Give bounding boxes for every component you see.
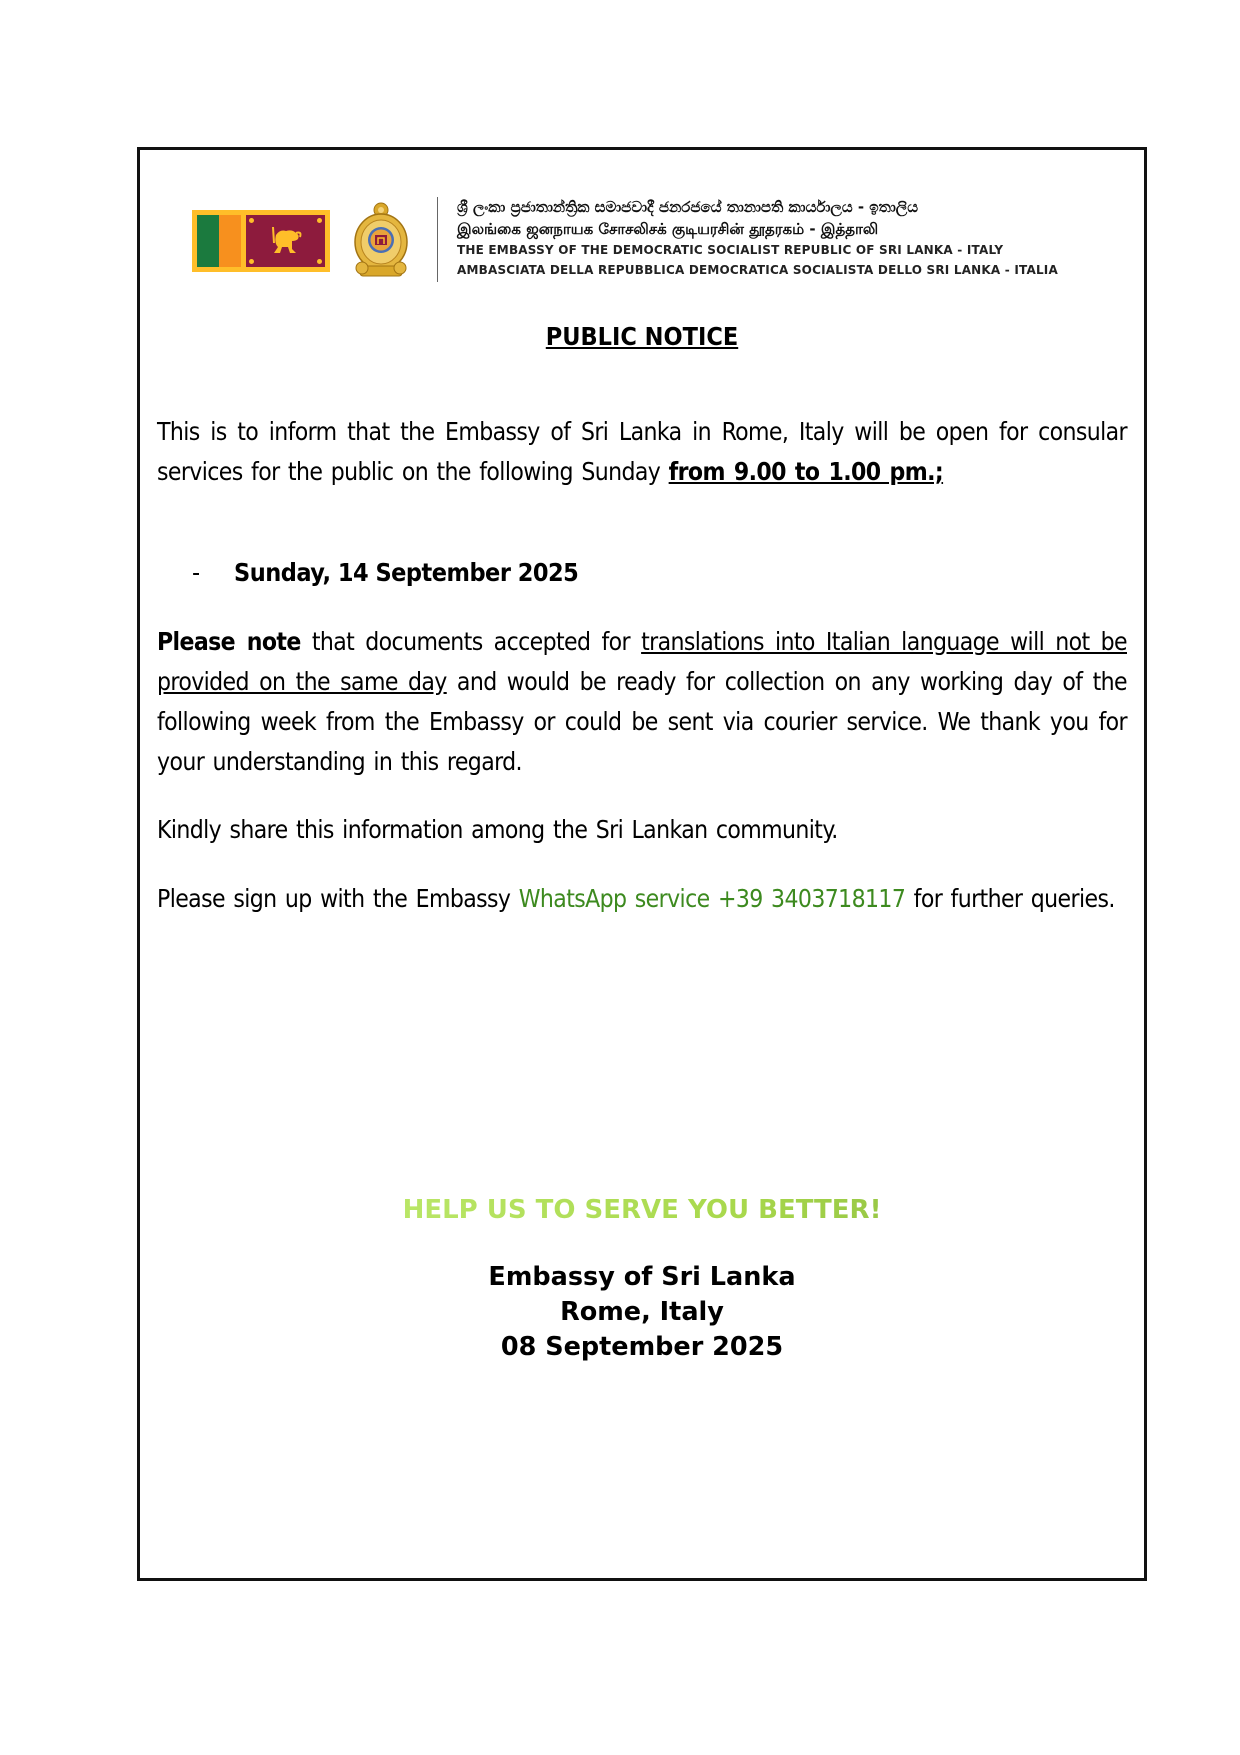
flag-leaf xyxy=(249,259,254,264)
letterhead xyxy=(192,172,1112,277)
sri-lanka-flag-icon xyxy=(192,210,330,272)
whatsapp-text-b: for further queries. xyxy=(905,884,1115,913)
lion-icon xyxy=(266,223,306,259)
note-underlined: translations into Italian language will not be provided on the same day xyxy=(157,627,1127,696)
notice-frame xyxy=(137,147,1147,1581)
header-english: THE EMBASSY OF THE DEMOCRATIC SOCIALIST REPUBLIC OF SRI LANKA - ITALY xyxy=(457,243,1004,257)
flag-lion-panel xyxy=(246,215,325,267)
whatsapp-text-a: Please sign up with the Embassy xyxy=(157,884,519,913)
bullet-dash: - xyxy=(192,558,200,587)
note-text-a: that documents accepted for xyxy=(300,627,642,656)
note-text-b: and would be ready for collection on any working day of the following week from the Embassy or could be sent via courier service. We thank you for your understanding in this regard. xyxy=(157,667,1127,776)
help-banner: HELP US TO SERVE YOU BETTER! xyxy=(157,1195,1127,1225)
please-note-label: Please note xyxy=(157,627,301,656)
opening-hours: from 9.00 to 1.00 pm.; xyxy=(668,457,944,486)
sri-lanka-emblem-icon xyxy=(352,200,410,280)
flag-leaf xyxy=(317,259,322,264)
header-tamil: இலங்கை ஜனநாயக சோசலிசக் குடியரசின் தூதரகம் - இத்தாலி xyxy=(457,220,879,238)
paragraph-share: Kindly share this information among the Sri Lankan community. xyxy=(157,815,838,844)
paragraph-translation-note xyxy=(157,622,1127,782)
notice-title: PUBLIC NOTICE xyxy=(545,322,739,351)
signature-location: Rome, Italy xyxy=(560,1297,724,1327)
signature-date: 08 September 2025 xyxy=(500,1332,784,1362)
flag-leaf xyxy=(317,218,322,223)
header-divider xyxy=(437,197,438,282)
date-bullet xyxy=(192,553,578,593)
signature-embassy: Embassy of Sri Lanka xyxy=(488,1262,796,1292)
letterhead-text xyxy=(457,196,1117,280)
paragraph-whatsapp xyxy=(157,879,1127,919)
flag-green-stripe xyxy=(197,215,219,267)
header-italian: AMBASCIATA DELLA REPUBBLICA DEMOCRATICA SOCIALISTA DELLO SRI LANKA - ITALIA xyxy=(457,263,1058,277)
whatsapp-link[interactable]: WhatsApp service +39 3403718117 xyxy=(518,884,906,913)
paragraph-opening-hours xyxy=(157,412,1127,492)
flag-leaf xyxy=(249,218,254,223)
signature-block xyxy=(157,1260,1127,1365)
flag-orange-stripe xyxy=(219,215,241,267)
opening-text: This is to inform that the Embassy of Sri Lanka in Rome, Italy will be open for consular services for the public on the following Sunday xyxy=(157,417,1127,486)
header-sinhala: ශ්‍රී ලංකා ප්‍රජාතාන්ත්‍රික සමාජවාදී ජනරජයේ තානාපති කාර්යාලය - ඉතාලිය xyxy=(457,198,919,216)
bullet-date: Sunday, 14 September 2025 xyxy=(234,558,579,587)
